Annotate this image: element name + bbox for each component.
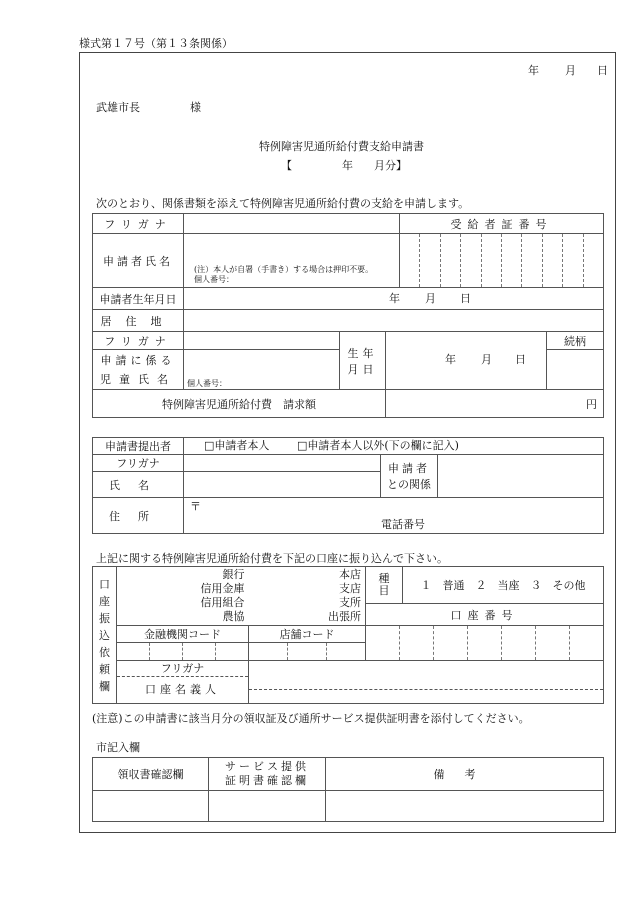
relation-label-2: との関係 [387,478,431,491]
applicant-name-label: 申請者氏名 [93,234,184,288]
addressee-honorific: 様 [190,101,201,114]
branch-code-label: 店舗コード [249,626,366,643]
form-title: 特例障害児通所給付費支給申請書 [259,140,424,153]
yen-label: 円 [586,397,598,411]
holder-label: 口座名義人 [145,683,220,696]
child-name-input[interactable] [184,350,340,390]
applicant-birth-input[interactable] [184,288,604,310]
address-label: 居住地 [93,310,184,332]
submitter-furigana-label: フリガナ [93,455,184,472]
recipient-number-boxes[interactable] [400,234,604,288]
submitter-label: 申請書提出者 [93,438,184,455]
service-check-label-2: 証明書確認欄 [225,774,309,787]
service-check-label [209,758,326,791]
branch-branch: 支店 [339,582,361,595]
holder-label-cell [117,661,249,704]
remarks-input[interactable] [326,791,604,822]
claim-label: 特例障害児通所給付費 請求額 [93,390,386,418]
child-name-label [93,350,184,390]
furigana-input[interactable] [184,214,400,234]
applicant-birth-day: 日 [460,292,471,305]
period-year: 年 [342,159,353,172]
account-number-boxes[interactable] [366,626,604,661]
period-open: 【 [281,159,292,172]
type-nokyo: 農協 [222,610,245,623]
date-month: 月 [565,64,576,77]
account-kinds[interactable]: １ 普通 ２ 当座 ３ その他 [403,567,604,604]
child-birth-label-2: 月日 [347,362,378,376]
branch-code-boxes[interactable] [249,643,366,661]
institution-code-label: 金融機関コード [117,626,249,643]
relation-label: 続柄 [547,332,604,350]
submitter-relation-input[interactable] [438,455,604,498]
child-furigana-input[interactable] [184,332,340,350]
furigana-label: フリガナ [93,214,184,234]
seal-note: (注）本人が自署（手書き）する場合は押印不要。 [194,265,374,274]
submitter-address-input[interactable] [184,498,604,534]
child-birth-year: 年 [445,353,456,366]
kind-label [366,567,403,604]
applicant-personal-number: 個人番号： [194,275,234,284]
kind-label-2: 目 [378,584,390,597]
recipient-number-label: 受給者証番号 [400,214,604,234]
child-birth-month: 月 [481,353,492,366]
branch-sub: 支所 [339,596,361,609]
option-self[interactable]: □申請者本人 [204,439,270,452]
side-char-1: 口 [99,577,110,591]
transfer-intro: 上記に関する特例障害児通所給付費を下記の口座に振り込んで下さい。 [96,552,448,565]
holder-furigana-label: フリガナ [117,661,248,677]
child-name-label-1: 申請に係る [100,354,176,367]
submitter-table [92,437,604,534]
applicant-birth-year: 年 [389,292,400,305]
date-year: 年 [528,64,539,77]
form-number: 様式第１７号（第１３条関係） [79,37,233,50]
relation-label-1: 申請者 [388,462,430,475]
attachment-note: (注意)この申請書に該当月分の領収証及び通所サービス提供証明書を添付してください。 [92,712,530,725]
remarks-label: 備考 [326,758,604,791]
child-name-label-2: 児童氏名 [100,373,176,386]
child-furigana-label: フリガナ [93,332,184,350]
side-char-6: 頼 [99,662,110,676]
account-number-label: 口座番号 [366,604,604,626]
child-birth-input[interactable] [386,332,547,390]
submitter-furigana-input[interactable] [184,455,381,472]
branch-main: 本店 [339,568,361,581]
bank-type-cell[interactable] [117,567,249,626]
child-birth-day: 日 [515,353,526,366]
date-day: 日 [597,64,608,77]
intro-text: 次のとおり、関係書類を添えて特例障害児通所給付費の支給を申請します。 [96,197,470,210]
submitter-name-label: 氏名 [93,472,184,498]
child-personal-number: 個人番号： [187,379,227,388]
submitter-address-label: 住所 [93,498,184,534]
addressee-name: 武雄市長 [96,101,140,114]
receipt-check-input[interactable] [93,791,209,822]
claim-input[interactable] [386,390,604,418]
child-birth-label-1: 生年 [347,346,378,360]
receipt-check-label: 領収書確認欄 [93,758,209,791]
type-bank: 銀行 [222,568,245,581]
submitter-options[interactable] [184,438,604,455]
side-char-2: 座 [99,594,110,608]
relation-input[interactable] [547,350,604,390]
institution-code-boxes[interactable] [117,643,249,661]
child-birth-label [340,332,386,390]
type-kumiai: 信用組合 [200,596,245,609]
applicant-table [92,213,604,418]
address-input[interactable] [184,310,604,332]
submitter-relation-label [381,455,438,498]
side-char-4: 込 [99,628,110,642]
applicant-birth-month: 月 [425,292,436,305]
branch-office: 出張所 [328,610,361,623]
submitter-name-input[interactable] [184,472,381,498]
applicant-birth-label: 申請者生年月日 [93,288,184,310]
service-check-input[interactable] [209,791,326,822]
period-month: 月分】 [374,159,407,172]
office-use-table [92,757,604,822]
phone-label: 電話番号 [381,518,425,531]
side-char-3: 振 [99,611,110,625]
bank-side-label [93,567,117,704]
side-char-7: 欄 [99,679,110,693]
bank-table [92,566,604,704]
postal-mark: 〒 [190,500,201,513]
side-char-5: 依 [99,645,110,659]
kind-label-1: 種 [378,572,390,585]
applicant-name-input[interactable] [184,234,400,288]
holder-input[interactable] [249,661,604,704]
type-shinkin: 信用金庫 [200,582,245,595]
option-other[interactable]: □申請者本人以外(下の欄に記入) [297,439,459,452]
office-use-label: 市記入欄 [96,741,140,754]
service-check-label-1: サービス提供 [225,760,309,773]
branch-type-cell[interactable] [249,567,366,626]
